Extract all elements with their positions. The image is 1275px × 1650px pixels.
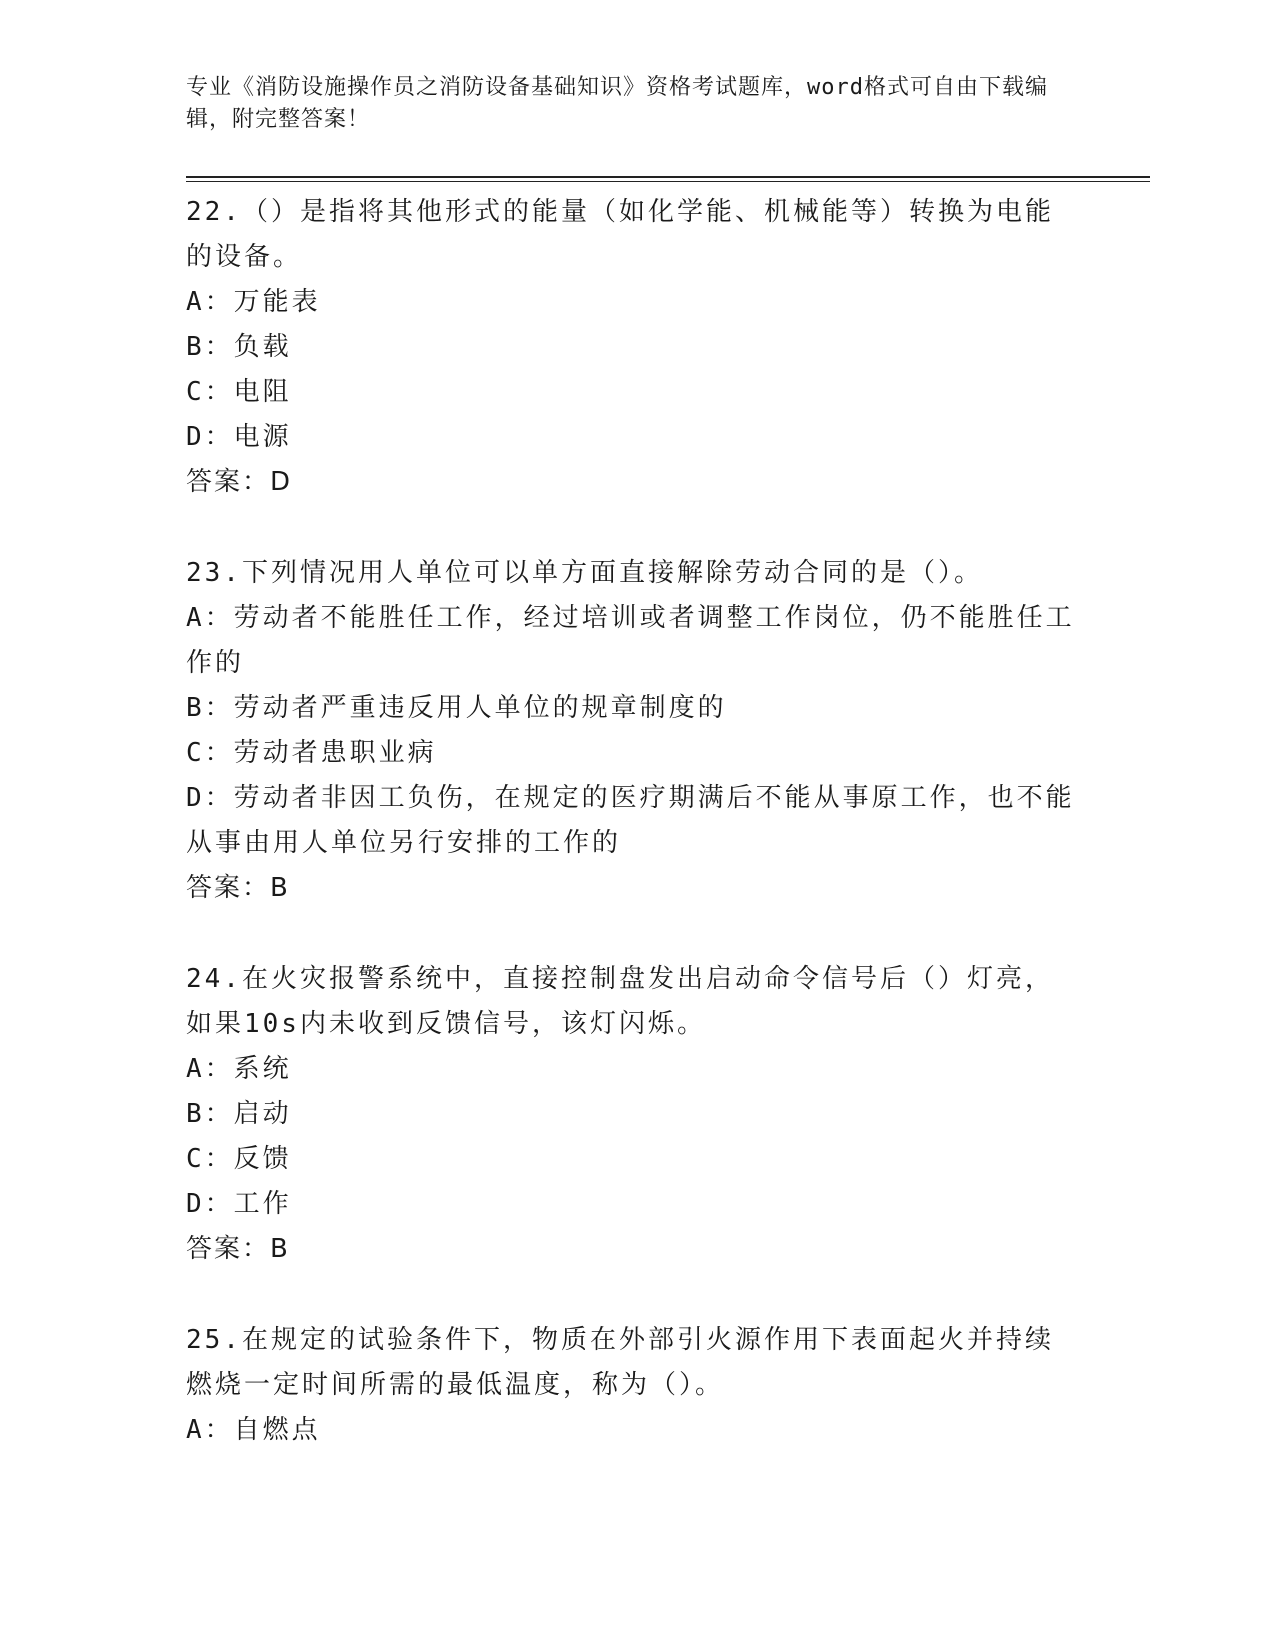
document-header: 专业《消防设施操作员之消防设备基础知识》资格考试题库，word格式可自由下载编辑，附完整答案！ xyxy=(186,75,1048,132)
option-a: A：自燃点 xyxy=(186,1415,321,1445)
answer-line: 答案：B xyxy=(186,873,290,903)
divider-line-thin xyxy=(186,181,1150,182)
option-d: D：工作 xyxy=(186,1189,292,1219)
option-b: B：负载 xyxy=(186,332,292,362)
answer-line: 答案：D xyxy=(186,467,293,497)
option-c: C：劳动者患职业病 xyxy=(186,738,437,768)
option-d: D：劳动者非因工负伤，在规定的医疗期满后不能从事原工作，也不能从事由用人单位另行安排的工作的 xyxy=(186,783,1075,858)
question-23 xyxy=(186,551,1076,911)
option-c: C：电阻 xyxy=(186,377,292,407)
question-stem: 22.（）是指将其他形式的能量（如化学能、机械能等）转换为电能的设备。 xyxy=(186,197,1054,272)
question-stem: 23.下列情况用人单位可以单方面直接解除劳动合同的是（）。 xyxy=(186,558,983,588)
option-a: A：系统 xyxy=(186,1054,292,1084)
option-d: D：电源 xyxy=(186,422,292,452)
option-b: B：劳动者严重违反用人单位的规章制度的 xyxy=(186,693,727,723)
question-list xyxy=(186,190,1076,1499)
option-c: C：反馈 xyxy=(186,1144,292,1174)
question-25 xyxy=(186,1318,1076,1453)
option-b: B：启动 xyxy=(186,1099,292,1129)
answer-line: 答案：B xyxy=(186,1234,290,1264)
question-22 xyxy=(186,190,1076,505)
option-a: A：万能表 xyxy=(186,287,321,317)
question-stem: 24.在火灾报警系统中，直接控制盘发出启动命令信号后（）灯亮，如果10s内未收到反馈信号，该灯闪烁。 xyxy=(186,964,1054,1039)
header-divider xyxy=(186,176,1150,182)
question-stem: 25.在规定的试验条件下，物质在外部引火源作用下表面起火并持续燃烧一定时间所需的最低温度，称为（）。 xyxy=(186,1325,1054,1400)
divider-line-thick xyxy=(186,176,1150,178)
question-24 xyxy=(186,957,1076,1272)
option-a: A：劳动者不能胜任工作，经过培训或者调整工作岗位，仍不能胜任工作的 xyxy=(186,603,1075,678)
